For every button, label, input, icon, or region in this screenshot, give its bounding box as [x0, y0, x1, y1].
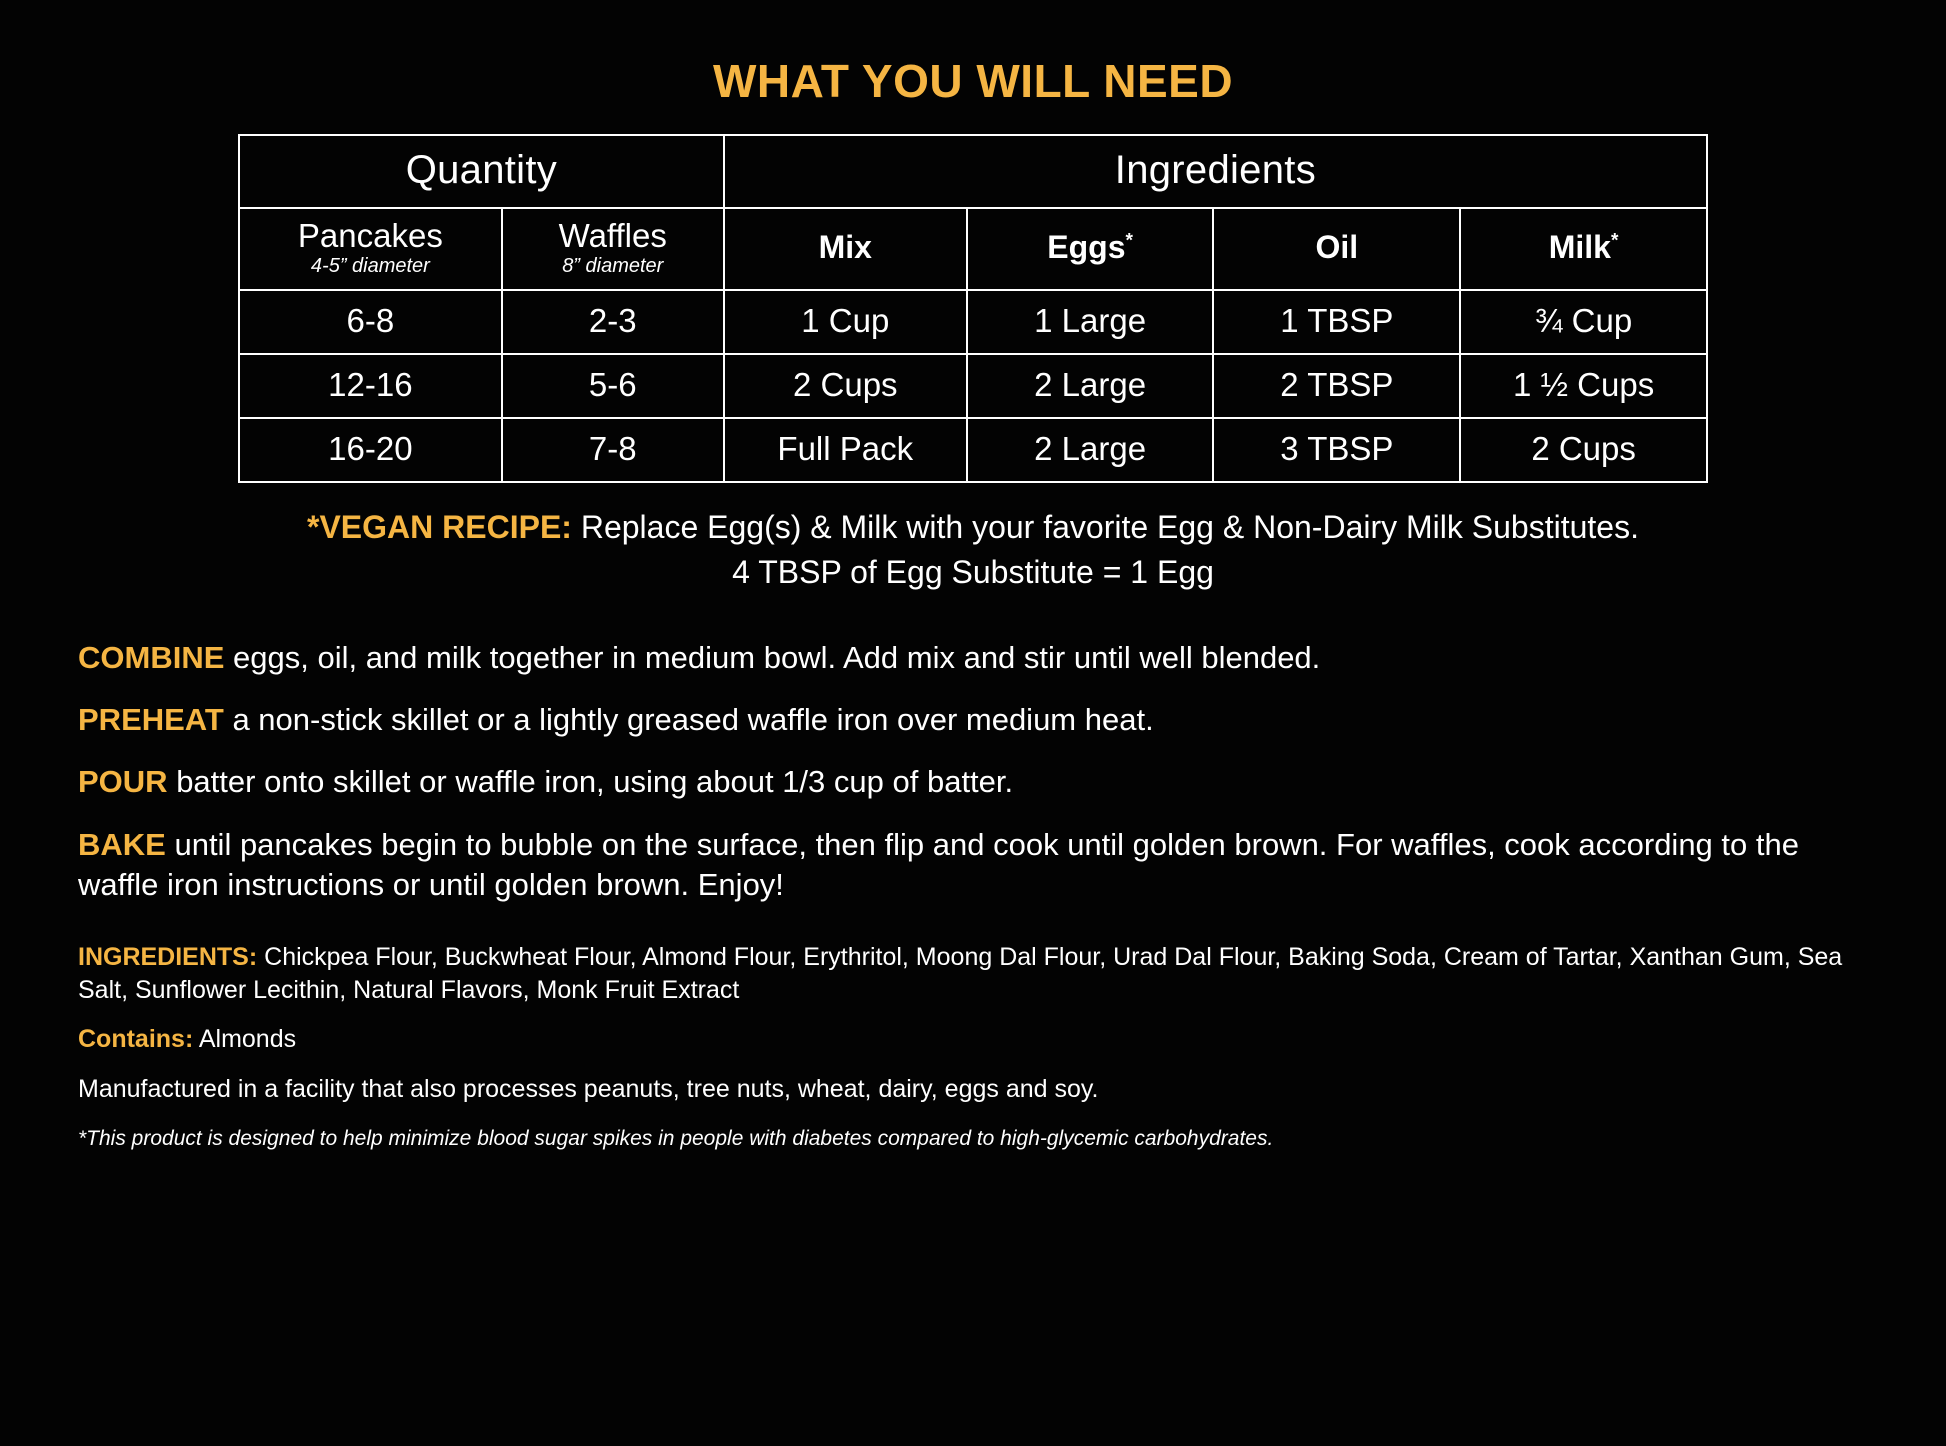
contains-allergens [78, 1023, 1868, 1056]
cell-oil: 3 TBSP [1213, 418, 1460, 482]
cell-mix: 1 Cup [724, 290, 967, 354]
step-combine-keyword: COMBINE [78, 639, 225, 675]
step-bake [78, 825, 1868, 906]
contains-label: Contains: [78, 1025, 194, 1054]
step-preheat-text: a non-stick skillet or a lightly greased waffle iron over medium heat. [223, 702, 1154, 737]
cell-eggs: 2 Large [967, 418, 1214, 482]
facility-statement: Manufactured in a facility that also processes peanuts, tree nuts, wheat, dairy, eggs and soy. [78, 1074, 1099, 1103]
cell-pancakes: 12-16 [239, 354, 502, 418]
step-pour [78, 762, 1868, 802]
table-row [239, 354, 1707, 418]
column-header-waffles [502, 208, 724, 290]
step-bake-text: until pancakes begin to bubble on the surface, then flip and cook until golden brown. For waffles, cook according to the waffle iron instructions or until golden brown. Enjoy! [78, 826, 1799, 902]
disclaimer-text: *This product is designed to help minimize blood sugar spikes in people with diabetes compared to high-glycemic carbohydrates. [78, 1127, 1274, 1151]
step-preheat [78, 700, 1868, 740]
column-header-eggs [967, 208, 1214, 290]
table-container [78, 134, 1868, 483]
column-header-mix-label: Mix [818, 229, 872, 265]
column-header-milk [1460, 208, 1707, 290]
cell-milk: ¾ Cup [1460, 290, 1707, 354]
table-row [239, 418, 1707, 482]
column-header-mix [724, 208, 967, 290]
cell-eggs: 1 Large [967, 290, 1214, 354]
step-bake-keyword: BAKE [78, 826, 166, 862]
vegan-note-line1 [78, 505, 1868, 550]
column-header-oil-label: Oil [1315, 229, 1359, 265]
cell-waffles: 2-3 [502, 290, 724, 354]
step-pour-text: batter onto skillet or waffle iron, using about 1/3 cup of batter. [167, 764, 1014, 800]
ingredients-label: INGREDIENTS: [78, 943, 258, 972]
cell-oil: 1 TBSP [1213, 290, 1460, 354]
column-header-waffles-sub: 8” diameter [562, 255, 664, 278]
vegan-note-text: Replace Egg(s) & Milk with your favorite Egg & Non-Dairy Milk Substitutes. [571, 508, 1639, 545]
cell-pancakes: 16-20 [239, 418, 502, 482]
column-header-pancakes-label: Pancakes [297, 217, 443, 255]
step-preheat-keyword: PREHEAT [78, 702, 224, 737]
step-pour-keyword: POUR [78, 764, 168, 800]
cell-mix: Full Pack [724, 418, 967, 482]
product-info [78, 927, 1868, 1152]
vegan-note-label: *VEGAN RECIPE: [307, 508, 572, 545]
step-combine [78, 638, 1868, 678]
column-header-eggs-label: Eggs* [1047, 229, 1133, 265]
cell-waffles: 5-6 [502, 354, 724, 418]
page-title: WHAT YOU WILL NEED [712, 55, 1234, 107]
table-column-header-row [239, 208, 1707, 290]
cell-waffles: 7-8 [502, 418, 724, 482]
cell-oil: 2 TBSP [1213, 354, 1460, 418]
column-header-waffles-label: Waffles [558, 217, 667, 255]
cell-milk: 1 ½ Cups [1460, 354, 1707, 418]
cell-eggs: 2 Large [967, 354, 1214, 418]
column-header-milk-label: Milk* [1548, 229, 1619, 265]
table-row [239, 290, 1707, 354]
ingredients-text: Chickpea Flour, Buckwheat Flour, Almond Flour, Erythritol, Moong Dal Flour, Urad Dal Flour, Baking Soda, Cream of Tartar, Xanthan Gum, Sea Salt, Sunflower Lecithin, Natural Flavors, Monk Fruit Extract [78, 943, 1843, 1004]
table-group-header-row [239, 135, 1707, 208]
vegan-note [78, 483, 1868, 596]
column-header-pancakes-sub: 4-5” diameter [310, 255, 430, 278]
cell-mix: 2 Cups [724, 354, 967, 418]
instruction-steps [78, 596, 1868, 905]
what-you-will-need-table [238, 134, 1708, 483]
cell-milk: 2 Cups [1460, 418, 1707, 482]
ingredients-list [78, 941, 1868, 1006]
step-combine-text: eggs, oil, and milk together in medium bowl. Add mix and stir until well blended. [224, 639, 1321, 675]
vegan-note-line2: 4 TBSP of Egg Substitute = 1 Egg [732, 554, 1214, 591]
cell-pancakes: 6-8 [239, 290, 502, 354]
contains-text: Almonds [193, 1025, 297, 1054]
column-header-pancakes [239, 208, 502, 290]
group-header-ingredients: Ingredients [724, 135, 1707, 208]
column-header-oil [1213, 208, 1460, 290]
group-header-quantity: Quantity [239, 135, 724, 208]
